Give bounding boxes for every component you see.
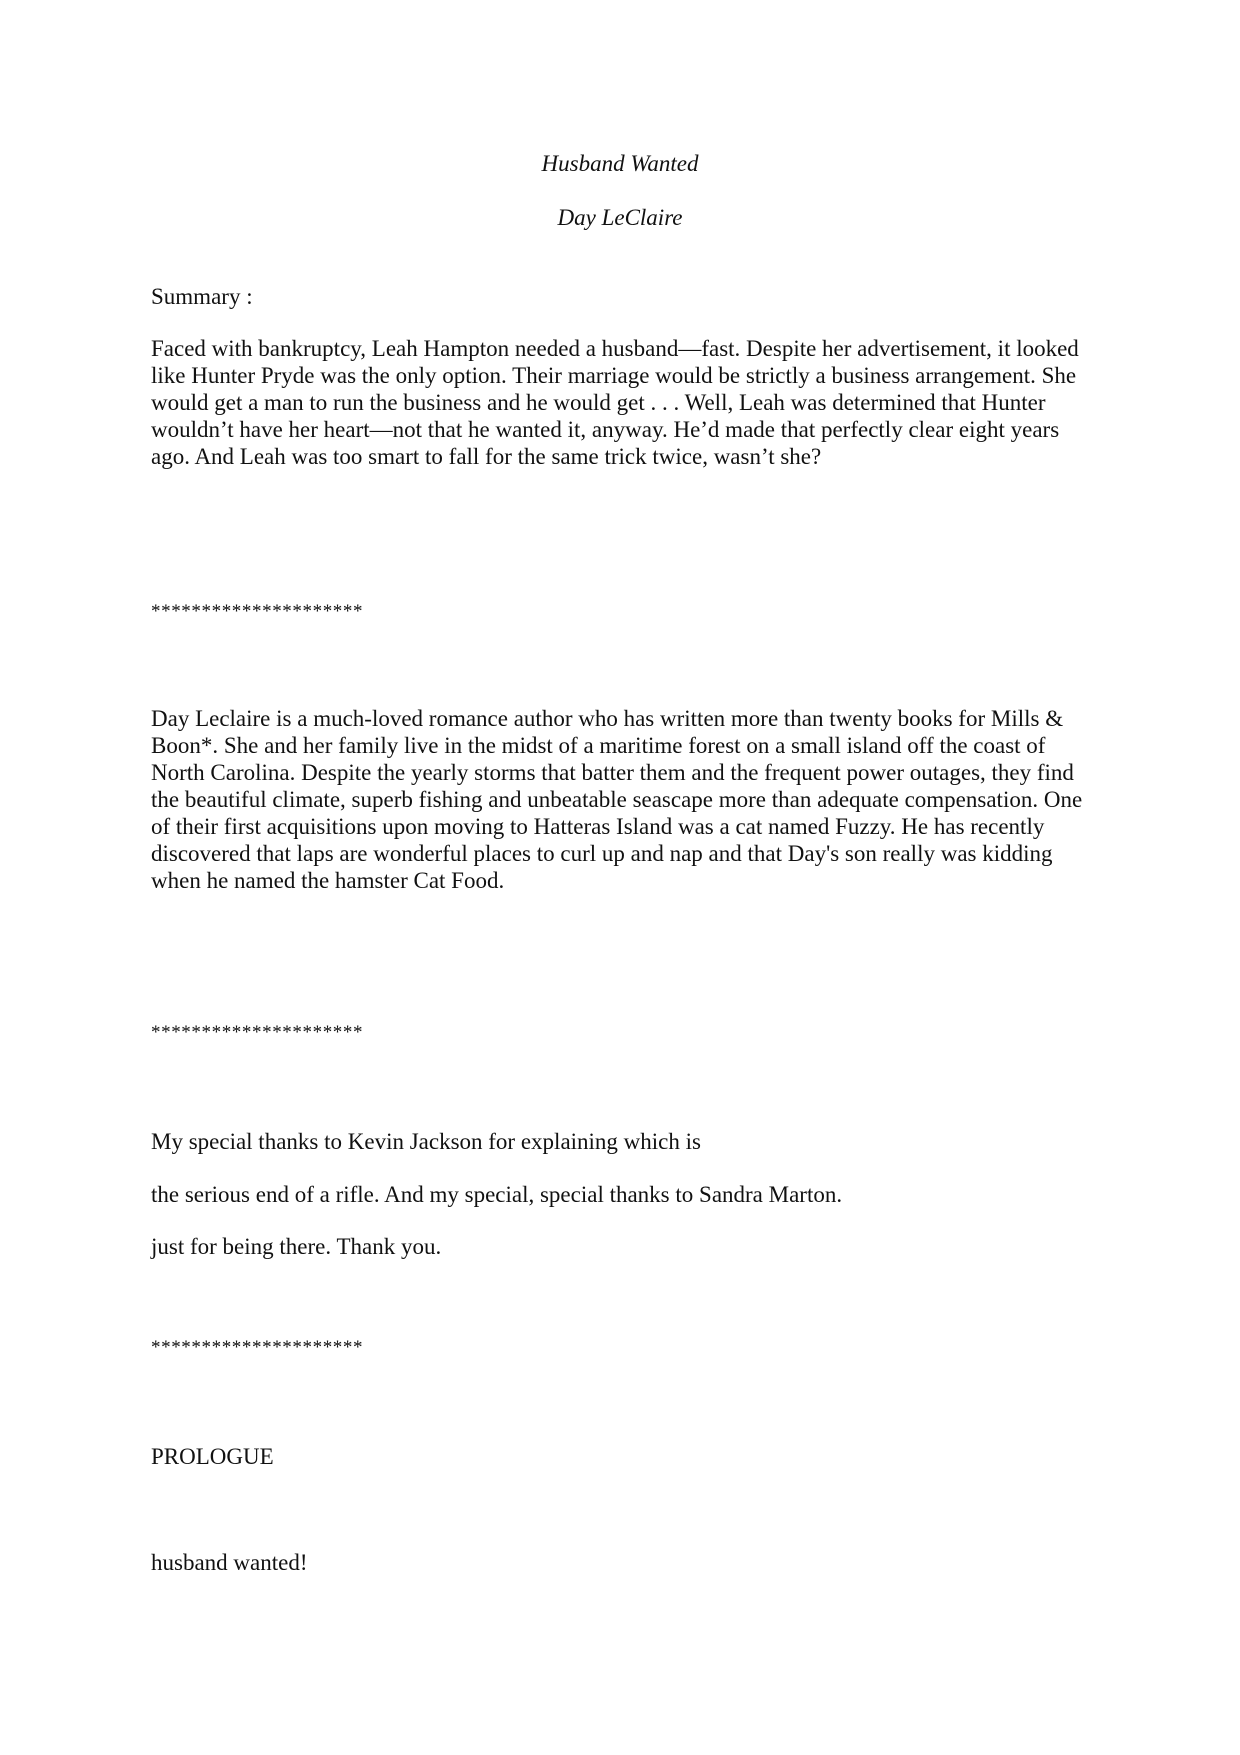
book-title: Husband Wanted <box>541 151 699 176</box>
summary-line: would get a man to run the business and he would get . . . Well, Leah was determined that Hunter <box>151 390 1046 415</box>
thanks-line: the serious end of a rifle. And my special, special thanks to Sandra Marton. <box>151 1182 843 1207</box>
summary-line: ago. And Leah was too smart to fall for the same trick twice, wasn’t she? <box>151 444 822 469</box>
section-separator: ********************* <box>151 1022 364 1043</box>
bio-line: when he named the hamster Cat Food. <box>151 868 505 893</box>
summary-paragraph <box>151 335 1091 470</box>
thanks-line: just for being there. Thank you. <box>151 1234 442 1259</box>
section-separator: ********************* <box>151 601 364 622</box>
summary-line: wouldn’t have her heart—not that he wanted it, anyway. He’d made that perfectly clear eight years <box>151 417 1060 442</box>
bio-line: North Carolina. Despite the yearly storms that batter them and the frequent power outages, they find <box>151 760 1074 785</box>
author-bio-paragraph <box>151 705 1091 894</box>
bio-line: Day Leclaire is a much-loved romance author who has written more than twenty books for Mills & <box>151 706 1064 731</box>
section-separator: ********************* <box>151 1337 364 1358</box>
thanks-line: My special thanks to Kevin Jackson for explaining which is <box>151 1129 701 1154</box>
summary-line: Faced with bankruptcy, Leah Hampton needed a husband—fast. Despite her advertisement, it looked <box>151 336 1079 361</box>
bio-line: Boon*. She and her family live in the midst of a maritime forest on a small island off the coast of <box>151 733 1046 758</box>
prologue-heading: PROLOGUE <box>151 1444 274 1469</box>
summary-label: Summary : <box>151 284 253 309</box>
bio-line: discovered that laps are wonderful places to curl up and nap and that Day's son really was kidding <box>151 841 1053 866</box>
bio-line: of their first acquisitions upon moving to Hatteras Island was a cat named Fuzzy. He has recently <box>151 814 1045 839</box>
summary-line: like Hunter Pryde was the only option. Their marriage would be strictly a business arrangement. She <box>151 363 1077 388</box>
book-author: Day LeClaire <box>557 205 683 230</box>
bio-line: the beautiful climate, superb fishing and unbeatable seascape more than adequate compensation. One <box>151 787 1083 812</box>
prologue-first-line: husband wanted! <box>151 1550 308 1575</box>
